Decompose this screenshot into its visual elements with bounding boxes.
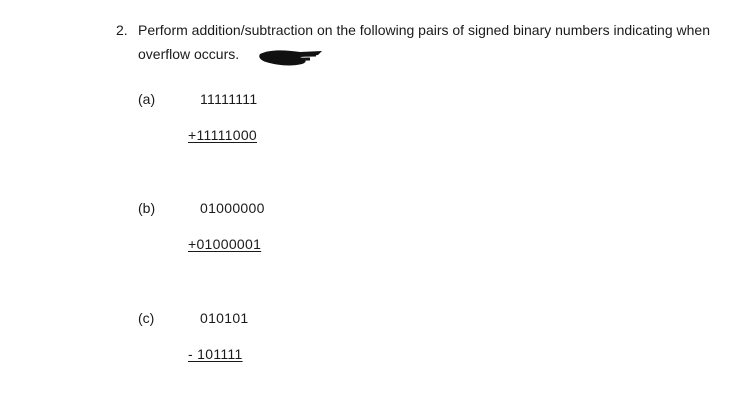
part-a-label: (a)	[138, 91, 156, 107]
part-c-label: (c)	[138, 310, 155, 326]
part-c-operand-2: - 101111	[188, 346, 243, 362]
part-a-operand-1: 11111111	[200, 91, 258, 107]
question-text-line-2: overflow occurs.	[138, 46, 240, 62]
question-text-line-1: Perform addition/subtraction on the following pairs of signed binary numbers indicating when	[138, 22, 710, 38]
part-c-operand-1: 010101	[200, 310, 249, 326]
redaction-scribble	[256, 46, 324, 68]
part-b-operand-1: 01000000	[200, 200, 265, 216]
part-b-operand-2: +01000001	[188, 236, 262, 252]
part-a-operand-2: +11111000	[188, 127, 258, 143]
question-number: 2.	[116, 22, 128, 38]
part-b-label: (b)	[138, 200, 156, 216]
